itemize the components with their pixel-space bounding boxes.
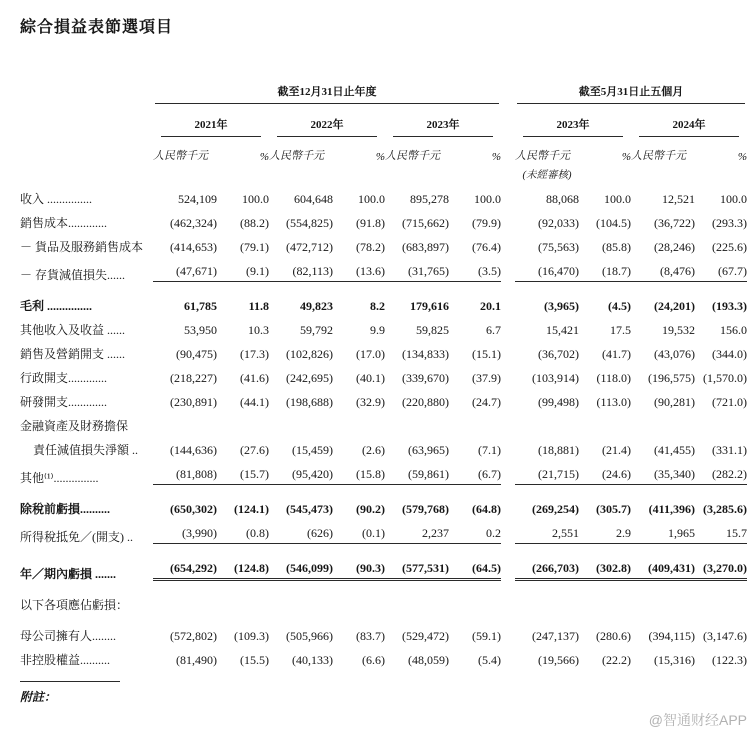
cell-value: 61,785 — [184, 299, 217, 313]
unit-label: 人民幣千元 — [269, 150, 324, 162]
cell-value — [695, 409, 747, 433]
cell-value: (411,396) — [648, 502, 695, 516]
cell-value: 8.2 — [370, 299, 385, 313]
cell-value: (24,201) — [654, 299, 695, 313]
cell-value: 59,825 — [416, 323, 449, 337]
cell-value: 15,421 — [546, 323, 579, 337]
row-label — [20, 337, 153, 361]
cell-value — [385, 581, 449, 612]
cell-value: (92,033) — [538, 216, 579, 230]
cell-value: (17.0) — [356, 347, 385, 361]
cell-value: 15.7 — [695, 516, 747, 544]
cell-value: (99,498) — [538, 395, 579, 409]
cell-value: 2,237 — [385, 516, 449, 544]
cell-value: (48,059) — [408, 653, 449, 667]
cell-value: (505,966) — [286, 629, 333, 643]
cell-value: 156.0 — [720, 323, 747, 337]
cell-value: (554,825) — [286, 216, 333, 230]
cell-value: (193.3) — [712, 299, 747, 313]
cell-value: (22.2) — [602, 653, 631, 667]
cell-value: 100.0 — [474, 192, 501, 206]
cell-value: (27.6) — [240, 443, 269, 457]
cell-value: (88.2) — [240, 216, 269, 230]
cell-value — [449, 581, 501, 612]
table-row — [20, 409, 747, 433]
cell-value: (654,292) — [153, 544, 217, 581]
period-group-five-months — [501, 83, 747, 104]
footnote-label: 附註： — [20, 690, 57, 704]
cell-value — [333, 581, 385, 612]
cell-value: (302.8) — [579, 544, 631, 581]
table-row — [20, 612, 747, 643]
cell-value: (109.3) — [234, 629, 269, 643]
table-row — [20, 337, 747, 361]
row-label-text: 母公司擁有人........ — [20, 629, 117, 643]
cell-value: (3,965) — [544, 299, 579, 313]
cell-value: 19,532 — [662, 323, 695, 337]
row-label — [20, 254, 153, 282]
cell-value: (220,880) — [402, 395, 449, 409]
cell-value: (21,715) — [501, 457, 579, 485]
cell-value: 100.0 — [720, 192, 747, 206]
cell-value: (230,891) — [170, 395, 217, 409]
cell-value: 10.3 — [248, 323, 269, 337]
unit-label: 人民幣千元 — [515, 150, 570, 162]
cell-value: 100.0 — [242, 192, 269, 206]
cell-value — [269, 581, 333, 612]
cell-value: (81,490) — [176, 653, 217, 667]
row-label — [20, 182, 153, 206]
cell-value: (9.1) — [217, 254, 269, 282]
cell-value: (79.9) — [472, 216, 501, 230]
cell-value: (28,246) — [654, 240, 695, 254]
cell-value: (40.1) — [356, 371, 385, 385]
cell-value: (41.6) — [240, 371, 269, 385]
table-body — [20, 182, 747, 667]
cell-value: (44.1) — [240, 395, 269, 409]
cell-value: (13.6) — [333, 254, 385, 282]
cell-value: (462,324) — [170, 216, 217, 230]
cell-value: (242,695) — [286, 371, 333, 385]
cell-value: (0.1) — [333, 516, 385, 544]
income-statement-table — [20, 83, 747, 667]
cell-value: (24.6) — [579, 457, 631, 485]
row-label-text: 除稅前虧損.......... — [20, 502, 111, 516]
cell-value: (21.4) — [602, 443, 631, 457]
cell-value — [631, 581, 695, 612]
cell-value: (683,897) — [402, 240, 449, 254]
table-row — [20, 643, 747, 667]
table-row — [20, 485, 747, 516]
cell-value: (90.2) — [356, 502, 385, 516]
period-group-annual-label: 截至12月31日止年度 — [155, 83, 499, 104]
cell-value: (91.8) — [356, 216, 385, 230]
cell-value: (198,688) — [286, 395, 333, 409]
row-label — [20, 230, 153, 254]
cell-value — [153, 409, 217, 433]
cell-value: (113.0) — [596, 395, 631, 409]
cell-value: (3,270.0) — [695, 544, 747, 581]
cell-value: (19,566) — [538, 653, 579, 667]
row-label — [20, 581, 153, 612]
row-label — [20, 282, 153, 313]
cell-value: (16,470) — [501, 254, 579, 282]
percent-label: % — [259, 151, 269, 163]
table-row — [20, 361, 747, 385]
row-label — [20, 516, 153, 544]
row-label-text: 收入 ............... — [20, 192, 93, 206]
row-label — [20, 206, 153, 230]
cell-value: 1,965 — [631, 516, 695, 544]
cell-value: 17.5 — [610, 323, 631, 337]
row-label — [20, 544, 153, 581]
cell-value: 20.1 — [480, 299, 501, 313]
cell-value: 100.0 — [358, 192, 385, 206]
cell-value: (103,914) — [532, 371, 579, 385]
cell-value: (17.3) — [240, 347, 269, 361]
row-label-text: 毛利 ............... — [20, 299, 93, 313]
table-row — [20, 282, 747, 313]
row-label-text: 其他⁽¹⁾............... — [20, 471, 99, 485]
cell-value: 49,823 — [300, 299, 333, 313]
cell-value: (472,712) — [286, 240, 333, 254]
cell-value: (90,281) — [654, 395, 695, 409]
row-label — [20, 385, 153, 409]
cell-value: (36,702) — [538, 347, 579, 361]
cell-value: (90,475) — [176, 347, 217, 361]
percent-label: % — [491, 151, 501, 163]
cell-value: (104.5) — [596, 216, 631, 230]
cell-value: (37.9) — [472, 371, 501, 385]
table-row — [20, 385, 747, 409]
cell-value: (118.0) — [596, 371, 631, 385]
cell-value: (124.1) — [234, 502, 269, 516]
percent-label: % — [375, 151, 385, 163]
year-header-2021: 2021年 — [153, 104, 269, 137]
cell-value — [153, 581, 217, 612]
unit-header-row — [20, 137, 747, 163]
cell-value: 179,616 — [410, 299, 449, 313]
header-spacer — [20, 83, 153, 104]
cell-value — [501, 581, 579, 612]
cell-value: (414,653) — [170, 240, 217, 254]
cell-value: (4.5) — [608, 299, 631, 313]
cell-value: (577,531) — [385, 544, 449, 581]
table-row — [20, 182, 747, 206]
year-header-2024-5m: 2024年 — [631, 104, 747, 137]
cell-value: (41.7) — [602, 347, 631, 361]
row-label — [20, 313, 153, 337]
table-row — [20, 230, 747, 254]
cell-value: (31,765) — [385, 254, 449, 282]
cell-value — [269, 409, 333, 433]
cell-value: (40,133) — [292, 653, 333, 667]
cell-value: (6.6) — [362, 653, 385, 667]
year-header-2023: 2023年 — [385, 104, 501, 137]
row-label-text: 銷售成本............. — [20, 216, 108, 230]
cell-value: (3,990) — [153, 516, 217, 544]
cell-value: (63,965) — [408, 443, 449, 457]
cell-value: (144,636) — [170, 443, 217, 457]
cell-value: 88,068 — [546, 192, 579, 206]
watermark: @智通财经APP — [648, 712, 747, 728]
row-label — [20, 433, 153, 457]
cell-value: (8,476) — [631, 254, 695, 282]
cell-value: (7.1) — [478, 443, 501, 457]
cell-value — [579, 581, 631, 612]
cell-value: (47,671) — [153, 254, 217, 282]
cell-value: (293.3) — [712, 216, 747, 230]
cell-value — [579, 409, 631, 433]
cell-value: (1,570.0) — [703, 371, 747, 385]
row-label-text: 金融資產及財務擔保 — [20, 419, 129, 433]
cell-value — [385, 409, 449, 433]
cell-value: 100.0 — [604, 192, 631, 206]
cell-value — [449, 409, 501, 433]
cell-value: (626) — [269, 516, 333, 544]
cell-value: (305.7) — [596, 502, 631, 516]
cell-value: 2,551 — [501, 516, 579, 544]
row-label-text: 所得稅抵免／(開支) .. — [20, 530, 133, 544]
unaudited-label: (未經審核) — [522, 170, 572, 181]
cell-value: (715,662) — [402, 216, 449, 230]
row-label — [20, 457, 153, 485]
cell-value: (6.7) — [449, 457, 501, 485]
cell-value: 6.7 — [486, 323, 501, 337]
cell-value: 59,792 — [300, 323, 333, 337]
cell-value: (67.7) — [695, 254, 747, 282]
cell-value: (247,137) — [532, 629, 579, 643]
cell-value: (24.7) — [472, 395, 501, 409]
cell-value — [695, 581, 747, 612]
cell-value: 2.9 — [579, 516, 631, 544]
period-header-row — [20, 83, 747, 104]
row-label-text: 非控股權益.......... — [20, 653, 111, 667]
cell-value: (529,472) — [402, 629, 449, 643]
cell-value: (15,459) — [292, 443, 333, 457]
cell-value: (18.7) — [579, 254, 631, 282]
cell-value: (225.6) — [712, 240, 747, 254]
footnote-divider — [20, 681, 120, 682]
cell-value: (280.6) — [596, 629, 631, 643]
cell-value: (5.4) — [478, 653, 501, 667]
cell-value: (124.8) — [217, 544, 269, 581]
cell-value: (32.9) — [356, 395, 385, 409]
cell-value: (3,147.6) — [703, 629, 747, 643]
row-label-text: 研發開支............. — [20, 395, 108, 409]
cell-value: (64.8) — [472, 502, 501, 516]
table-row — [20, 581, 747, 612]
row-label-text: － 貨品及服務銷售成本 — [20, 240, 144, 254]
unaudited-row — [20, 163, 747, 182]
cell-value: (76.4) — [472, 240, 501, 254]
cell-value: 9.9 — [370, 323, 385, 337]
cell-value: (41,455) — [654, 443, 695, 457]
cell-value: (339,670) — [402, 371, 449, 385]
cell-value: (546,099) — [269, 544, 333, 581]
cell-value — [333, 409, 385, 433]
table-row — [20, 313, 747, 337]
unit-label: 人民幣千元 — [385, 150, 440, 162]
cell-value: 53,950 — [184, 323, 217, 337]
cell-value: (579,768) — [402, 502, 449, 516]
cell-value: (2.6) — [362, 443, 385, 457]
table-row — [20, 433, 747, 457]
cell-value: (282.2) — [695, 457, 747, 485]
cell-value: 0.2 — [449, 516, 501, 544]
cell-value: 604,648 — [294, 192, 333, 206]
cell-value: (64.5) — [449, 544, 501, 581]
cell-value: (545,473) — [286, 502, 333, 516]
cell-value: (122.3) — [712, 653, 747, 667]
table-row — [20, 254, 747, 282]
cell-value: (95,420) — [269, 457, 333, 485]
row-label-text: 銷售及營銷開支 ...... — [20, 347, 126, 361]
table-row — [20, 206, 747, 230]
cell-value: (15.7) — [217, 457, 269, 485]
cell-value: (43,076) — [654, 347, 695, 361]
cell-value: (59,861) — [385, 457, 449, 485]
cell-value: (218,227) — [170, 371, 217, 385]
cell-value: (15,316) — [654, 653, 695, 667]
cell-value — [631, 409, 695, 433]
unit-label: 人民幣千元 — [631, 150, 686, 162]
cell-value — [217, 409, 269, 433]
row-label — [20, 361, 153, 385]
cell-value: (18,881) — [538, 443, 579, 457]
page-title: 綜合損益表節選項目 — [20, 19, 174, 36]
cell-value: 12,521 — [662, 192, 695, 206]
cell-value: (134,833) — [402, 347, 449, 361]
row-label-text: 責任減值損失淨額 .. — [33, 443, 139, 457]
percent-label: % — [621, 151, 631, 163]
cell-value: (85.8) — [602, 240, 631, 254]
cell-value: (90.3) — [333, 544, 385, 581]
cell-value: (650,302) — [170, 502, 217, 516]
table-row — [20, 516, 747, 544]
cell-value: (0.8) — [217, 516, 269, 544]
percent-label: % — [737, 151, 747, 163]
cell-value: (572,802) — [170, 629, 217, 643]
cell-value: 11.8 — [248, 299, 269, 313]
cell-value — [501, 409, 579, 433]
cell-value: (83.7) — [356, 629, 385, 643]
cell-value: (59.1) — [472, 629, 501, 643]
period-group-five-months-label: 截至5月31日止五個月 — [517, 83, 745, 104]
cell-value: (36,722) — [654, 216, 695, 230]
cell-value: (269,254) — [532, 502, 579, 516]
cell-value: (196,575) — [648, 371, 695, 385]
cell-value: (81,808) — [153, 457, 217, 485]
row-label — [20, 643, 153, 667]
cell-value: (3,285.6) — [703, 502, 747, 516]
cell-value: (331.1) — [712, 443, 747, 457]
cell-value: (344.0) — [712, 347, 747, 361]
cell-value: (266,703) — [501, 544, 579, 581]
row-label — [20, 409, 153, 433]
cell-value: (3.5) — [449, 254, 501, 282]
row-label-text: 年／期內虧損 ....... — [20, 567, 117, 581]
cell-value: (75,563) — [538, 240, 579, 254]
period-group-annual — [153, 83, 501, 104]
cell-value: 895,278 — [410, 192, 449, 206]
row-label-text: － 存貨減值損失...... — [20, 268, 126, 282]
cell-value: (35,340) — [631, 457, 695, 485]
year-header-row — [20, 104, 747, 137]
table-row — [20, 457, 747, 485]
year-header-2022: 2022年 — [269, 104, 385, 137]
row-label — [20, 485, 153, 516]
cell-value: (82,113) — [269, 254, 333, 282]
cell-value: (409,431) — [631, 544, 695, 581]
cell-value: (78.2) — [356, 240, 385, 254]
cell-value: (15.8) — [333, 457, 385, 485]
cell-value: (102,826) — [286, 347, 333, 361]
cell-value: (15.5) — [240, 653, 269, 667]
cell-value — [217, 581, 269, 612]
cell-value: (79.1) — [240, 240, 269, 254]
unit-label: 人民幣千元 — [153, 150, 208, 162]
row-label-text: 以下各項應佔虧損： — [20, 598, 129, 612]
row-label-text: 行政開支............. — [20, 371, 108, 385]
table-row — [20, 544, 747, 581]
row-label — [20, 612, 153, 643]
cell-value: (721.0) — [712, 395, 747, 409]
year-header-2023-5m: 2023年 — [501, 104, 631, 137]
cell-value: (15.1) — [472, 347, 501, 361]
row-label-text: 其他收入及收益 ...... — [20, 323, 126, 337]
cell-value: 524,109 — [178, 192, 217, 206]
cell-value: (394,115) — [648, 629, 695, 643]
